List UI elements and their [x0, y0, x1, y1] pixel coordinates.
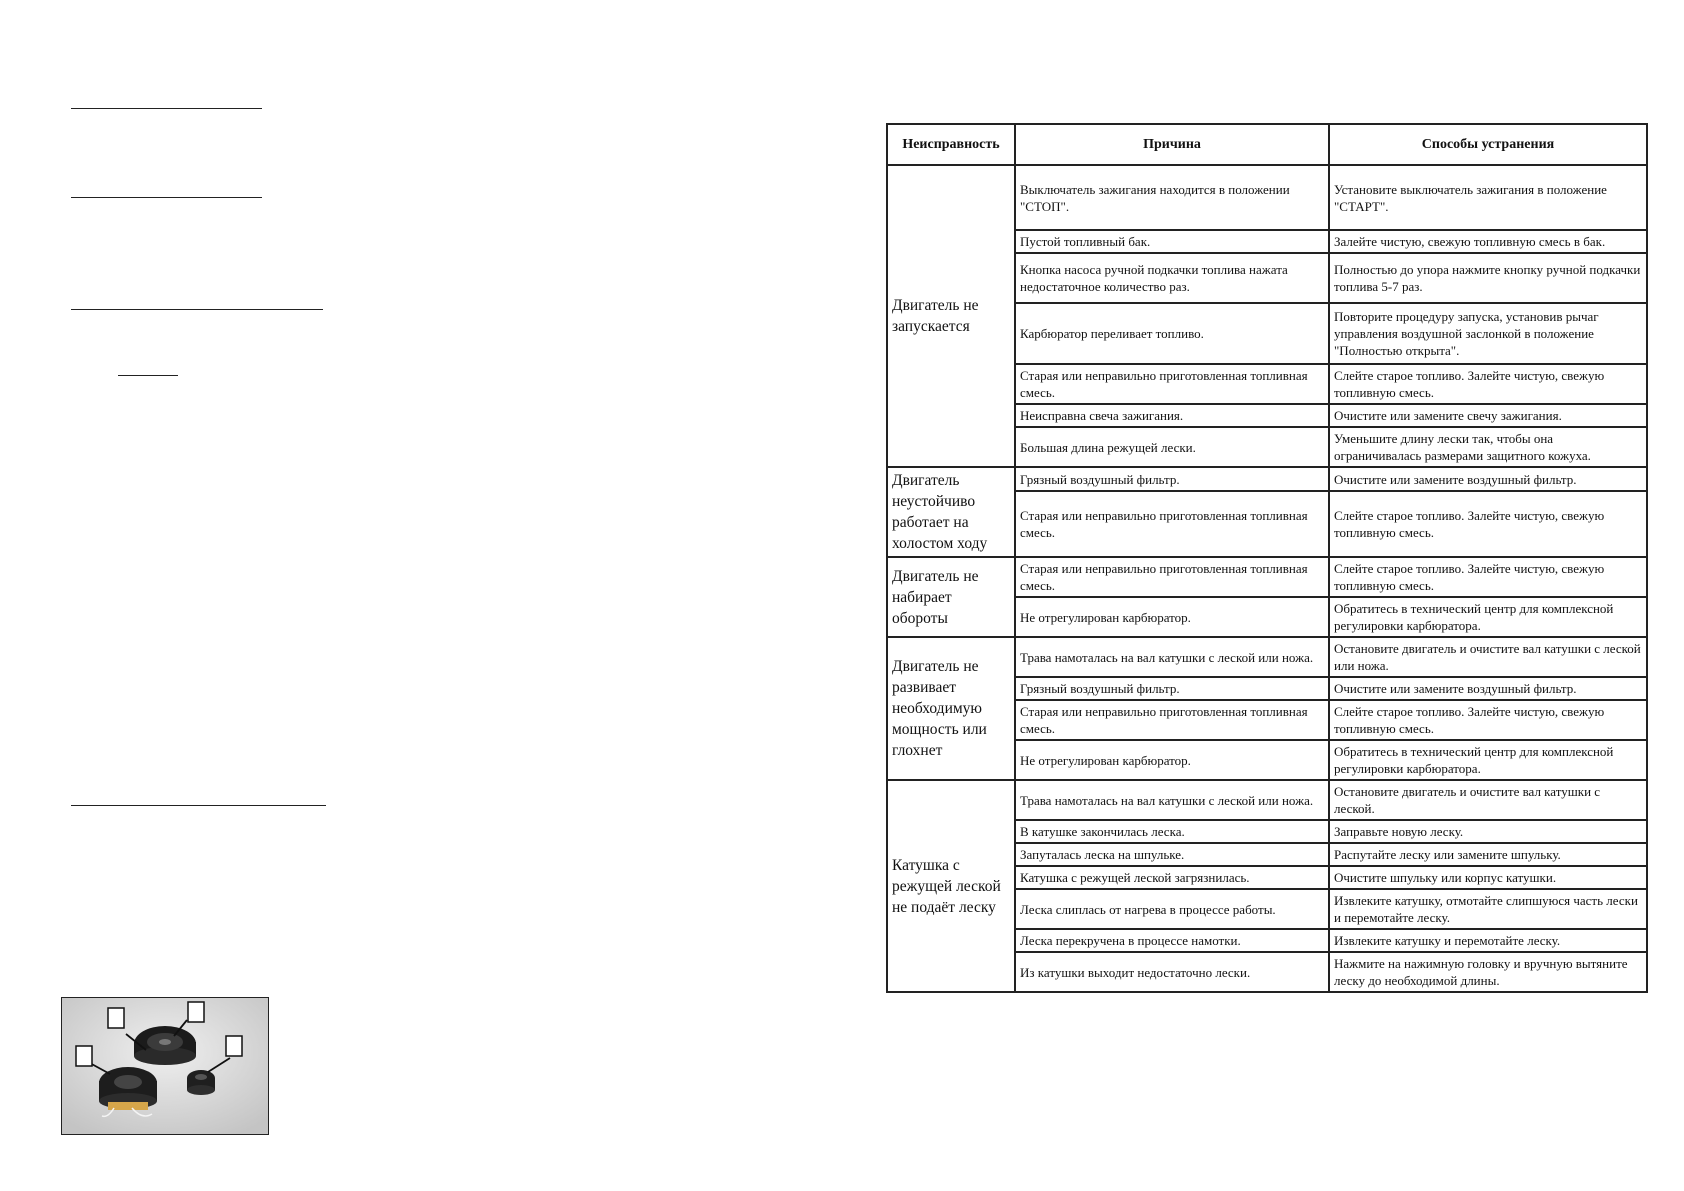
cause-cell: Запуталась леска на шпульке.: [1015, 843, 1329, 866]
fix-cell: Очистите шпульку или корпус катушки.: [1329, 866, 1647, 889]
fix-cell: Очистите или замените свечу зажигания.: [1329, 404, 1647, 427]
cause-cell: Пустой топливный бак.: [1015, 230, 1329, 253]
fix-cell: Залейте чистую, свежую топливную смесь в бак.: [1329, 230, 1647, 253]
cause-cell: Леска слиплась от нагрева в процессе работы.: [1015, 889, 1329, 929]
small-spool-head: [187, 1070, 215, 1095]
trimmer-heads-photo: [61, 997, 269, 1135]
blank-line-5: [71, 805, 326, 806]
cause-cell: Старая или неправильно приготовленная топливная смесь.: [1015, 700, 1329, 740]
cause-cell: Старая или неправильно приготовленная топливная смесь.: [1015, 557, 1329, 597]
cause-cell: Катушка с режущей леской загрязнилась.: [1015, 866, 1329, 889]
cause-cell: Не отрегулирован карбюратор.: [1015, 597, 1329, 637]
cause-cell: Леска перекручена в процессе намотки.: [1015, 929, 1329, 952]
cause-cell: Большая длина режущей лески.: [1015, 427, 1329, 467]
trimmer-heads-illustration: [62, 998, 268, 1134]
table-body: [887, 165, 1647, 992]
fix-cell: Слейте старое топливо. Залейте чистую, свежую топливную смесь.: [1329, 557, 1647, 597]
fix-cell: Слейте старое топливо. Залейте чистую, свежую топливную смесь.: [1329, 364, 1647, 404]
fix-cell: Слейте старое топливо. Залейте чистую, свежую топливную смесь.: [1329, 491, 1647, 557]
cause-cell: В катушке закончилась леска.: [1015, 820, 1329, 843]
table-row: [887, 780, 1647, 820]
problem-cell: Двигатель не набирает обороты: [887, 557, 1015, 637]
cause-cell: Не отрегулирован карбюратор.: [1015, 740, 1329, 780]
fix-cell: Обратитесь в технический центр для комплексной регулировки карбюратора.: [1329, 740, 1647, 780]
callout-box-1: [108, 1008, 124, 1028]
callout-box-2: [188, 1002, 204, 1022]
callout-box-3: [76, 1046, 92, 1066]
cause-cell: Трава намоталась на вал катушки с леской или ножа.: [1015, 780, 1329, 820]
fix-cell: Уменьшите длину лески так, чтобы она ограничивалась размерами защитного кожуха.: [1329, 427, 1647, 467]
fix-cell: Обратитесь в технический центр для комплексной регулировки карбюратора.: [1329, 597, 1647, 637]
fix-cell: Распутайте леску или замените шпульку.: [1329, 843, 1647, 866]
fix-cell: Заправьте новую леску.: [1329, 820, 1647, 843]
header-fix: Способы устранения: [1329, 124, 1647, 165]
problem-cell: Двигатель не запускается: [887, 165, 1015, 467]
fix-cell: Установите выключатель зажигания в положение "СТАРТ".: [1329, 165, 1647, 230]
blank-line-3: [71, 309, 323, 310]
fix-cell: Очистите или замените воздушный фильтр.: [1329, 467, 1647, 491]
cause-cell: Выключатель зажигания находится в положении "СТОП".: [1015, 165, 1329, 230]
cause-cell: Грязный воздушный фильтр.: [1015, 467, 1329, 491]
fix-cell: Полностью до упора нажмите кнопку ручной подкачки топлива 5-7 раз.: [1329, 253, 1647, 303]
large-spool-head-top: [134, 1026, 196, 1065]
cause-cell: Неисправна свеча зажигания.: [1015, 404, 1329, 427]
header-problem: Неисправность: [887, 124, 1015, 165]
cause-cell: Из катушки выходит недостаточно лески.: [1015, 952, 1329, 992]
problem-cell: Двигатель неустойчиво работает на холостом ходу: [887, 467, 1015, 557]
table-row: [887, 557, 1647, 597]
troubleshooting-table: [886, 123, 1648, 993]
cause-cell: Кнопка насоса ручной подкачки топлива нажата недостаточное количество раз.: [1015, 253, 1329, 303]
fix-cell: Остановите двигатель и очистите вал катушки с леской или ножа.: [1329, 637, 1647, 677]
fix-cell: Извлеките катушку, отмотайте слипшуюся часть лески и перемотайте леску.: [1329, 889, 1647, 929]
problem-cell: Двигатель не развивает необходимую мощность или глохнет: [887, 637, 1015, 780]
table-row: [887, 165, 1647, 230]
cause-cell: Грязный воздушный фильтр.: [1015, 677, 1329, 700]
problem-cell: Катушка с режущей леской не подаёт леску: [887, 780, 1015, 992]
cause-cell: Старая или неправильно приготовленная топливная смесь.: [1015, 491, 1329, 557]
blank-line-4: [118, 375, 178, 376]
header-cause: Причина: [1015, 124, 1329, 165]
cause-cell: Карбюратор переливает топливо.: [1015, 303, 1329, 364]
table-row: [887, 637, 1647, 677]
callout-box-4: [226, 1036, 242, 1056]
table-row: [887, 467, 1647, 491]
fix-cell: Остановите двигатель и очистите вал катушки с леской.: [1329, 780, 1647, 820]
cause-cell: Трава намоталась на вал катушки с леской или ножа.: [1015, 637, 1329, 677]
table-header-row: [887, 124, 1647, 165]
fix-cell: Повторите процедуру запуска, установив рычаг управления воздушной заслонкой в положение "Полностью открыта".: [1329, 303, 1647, 364]
fix-cell: Очистите или замените воздушный фильтр.: [1329, 677, 1647, 700]
fix-cell: Нажмите на нажимную головку и вручную вытяните леску до необходимой длины.: [1329, 952, 1647, 992]
fix-cell: Извлеките катушку и перемотайте леску.: [1329, 929, 1647, 952]
blank-line-1: [71, 108, 262, 109]
cause-cell: Старая или неправильно приготовленная топливная смесь.: [1015, 364, 1329, 404]
fix-cell: Слейте старое топливо. Залейте чистую, свежую топливную смесь.: [1329, 700, 1647, 740]
blank-line-2: [71, 197, 262, 198]
